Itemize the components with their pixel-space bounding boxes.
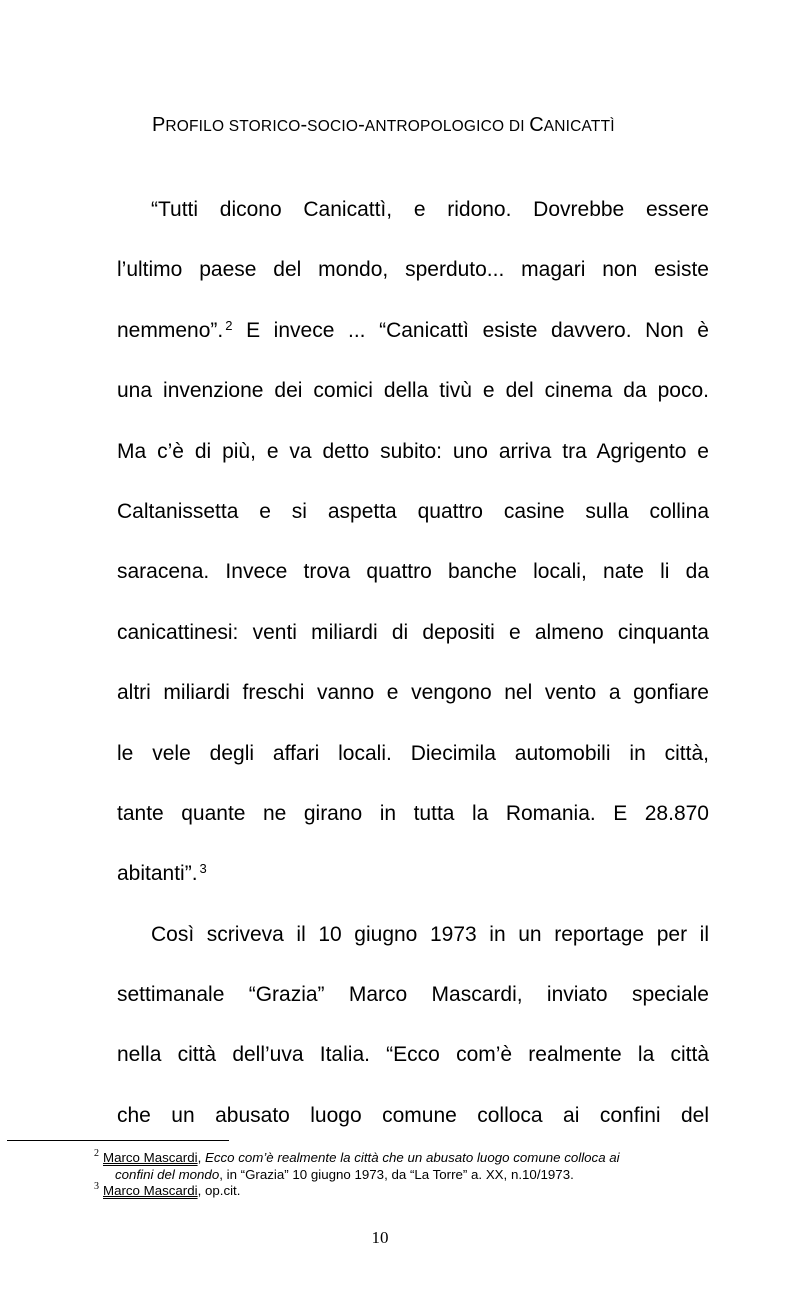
heading-part: ANTROPOLOGICO DI xyxy=(364,118,530,135)
footnote-number: 2 xyxy=(94,1148,99,1159)
text-line: altri miliardi freschi vanno e vengono nel vento a gonfiare xyxy=(117,681,709,705)
heading-initial: P xyxy=(152,114,166,136)
footnote-title: confini del mondo xyxy=(115,1166,220,1182)
footnotes xyxy=(94,1150,724,1200)
footnote-title: Ecco com’è realmente la città che un abusato luogo comune colloca ai xyxy=(204,1150,620,1165)
text-line xyxy=(117,844,709,904)
footnote-separator-text: , xyxy=(197,1150,205,1165)
text-line: l’ultimo paese del mondo, sperduto... magari non esiste xyxy=(117,258,709,282)
footnote-2 xyxy=(94,1150,724,1183)
text-line xyxy=(117,301,709,361)
text-line: le vele degli affari locali. Diecimila automobili in città, xyxy=(117,741,709,765)
chapter-heading xyxy=(152,114,615,137)
text-line: una invenzione dei comici della tivù e del cinema da poco. xyxy=(117,379,709,403)
footnote-number: 3 xyxy=(94,1181,99,1192)
footnote-ref-3[interactable]: 3 xyxy=(199,861,207,877)
heading-initial: C xyxy=(529,114,544,136)
footnote-author-link[interactable]: Marco Mascardi xyxy=(103,1183,198,1198)
footnote-citation: , op.cit. xyxy=(197,1183,241,1198)
footnote-3 xyxy=(94,1183,724,1200)
footnote-ref-2[interactable]: 2 xyxy=(225,317,233,333)
text-line: settimanale “Grazia” Marco Mascardi, inviato speciale xyxy=(117,983,709,1007)
heading-part: ANICATTÌ xyxy=(543,118,615,135)
text-line: Caltanissetta e si aspetta quattro casine sulla collina xyxy=(117,499,709,523)
heading-hyphen: - xyxy=(358,114,365,136)
text-fragment: abitanti”. xyxy=(117,862,198,886)
text-line: Così scriveva il 10 giugno 1973 in un reportage per il xyxy=(151,922,709,946)
text-line: “Tutti dicono Canicattì, e ridono. Dovrebbe essere xyxy=(151,198,709,221)
footnote-citation: , in “Grazia” 10 giugno 1973, da “La Torre” a. XX, n.10/1973. xyxy=(219,1166,574,1182)
heading-hyphen: - xyxy=(300,114,308,136)
footnote-author-link[interactable]: Marco Mascardi xyxy=(103,1150,198,1165)
heading-part: SOCIO xyxy=(307,118,359,135)
heading-part: ROFILO STORICO xyxy=(165,118,301,135)
text-line: saracena. Invece trova quattro banche locali, nate li da xyxy=(117,560,709,584)
text-line: che un abusato luogo comune colloca ai confini del xyxy=(117,1103,709,1127)
footnote-continuation xyxy=(103,1167,724,1184)
text-fragment: E invece ... “Canicattì esiste davvero. Non è xyxy=(246,318,709,342)
body-paragraphs xyxy=(117,180,709,1146)
page-number: 10 xyxy=(371,1228,389,1247)
text-fragment: nemmeno”. xyxy=(117,318,224,342)
text-line: canicattinesi: venti miliardi di depositi e almeno cinquanta xyxy=(117,620,709,644)
text-line: Ma c’è di più, e va detto subito: uno arriva tra Agrigento e xyxy=(117,439,709,463)
text-line: tante quante ne girano in tutta la Romania. E 28.870 xyxy=(117,801,709,825)
text-line: nella città dell’uva Italia. “Ecco com’è realmente la città xyxy=(117,1043,709,1067)
footnote-separator xyxy=(7,1140,229,1141)
